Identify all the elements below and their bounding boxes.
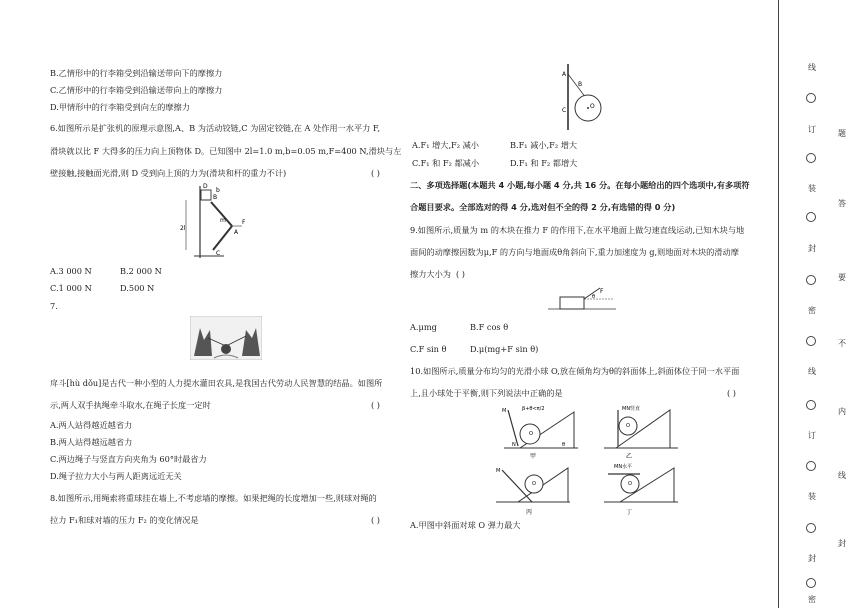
warning-char: 内 — [838, 407, 846, 416]
q8-fig-label-C: C — [562, 107, 567, 114]
q9-text-3: 擦力大小为 — [410, 269, 451, 279]
q10-jia-label-beta: β+θ<π/2 — [522, 406, 545, 412]
q10-bing-label-M: M — [496, 468, 501, 474]
q10-ding-label-O: O — [628, 481, 632, 487]
q10-caption-yi: 乙 — [626, 453, 633, 460]
q10-ding-label-mn: MN水平 — [614, 464, 633, 470]
warning-char: 线 — [838, 471, 846, 480]
binding-hole — [806, 578, 816, 588]
q7-text-1: 戽斗[hù dǒu]是古代一种小型的人力提水灌田农具,是我国古代劳动人民智慧的结晶。如图所 — [50, 378, 383, 388]
q9-text-2: 面间的动摩擦因数为μ,F 的方向与地面成θ角斜向下,重力加速度为 g,则地面对木块的滑动摩 — [410, 247, 739, 257]
q6-fig-label-F: F — [242, 219, 246, 226]
binding-char: 密 — [808, 595, 816, 604]
binding-hole — [806, 212, 816, 222]
q10-yi-label-mn: MN竖直 — [622, 406, 641, 412]
q6-option-a: A.3 000 N — [50, 266, 92, 276]
binding-char: 线 — [808, 63, 816, 72]
q6-fig-label-A: A — [234, 229, 239, 236]
q10-yi-label-O: O — [626, 423, 630, 429]
q6-fig-label-C: C — [216, 250, 221, 257]
binding-char: 装 — [808, 184, 816, 193]
q5-option-b: B.乙情形中的行李箱受到沿输送带向下的摩擦力 — [50, 68, 223, 78]
q9-text-1: 9.如图所示,质量为 m 的木块在推力 F 的作用下,在水平地面上做匀速直线运动,已知木块与地 — [410, 225, 745, 235]
q10-diagram-yi — [600, 404, 682, 460]
warning-char: 答 — [838, 199, 846, 208]
q10-diagram-jia — [500, 404, 582, 460]
q7-number: 7. — [50, 301, 58, 311]
q9-answer-paren: ( ) — [456, 269, 465, 279]
q7-option-d: D.绳子拉力大小与两人距离远近无关 — [50, 471, 182, 481]
binding-char: 封 — [808, 554, 816, 563]
q9-block-push-diagram — [548, 285, 618, 313]
q8-option-d: D.F₁ 和 F₂ 都增大 — [510, 158, 578, 168]
q10-jia-label-N: N — [512, 442, 516, 448]
q7-option-b: B.两人站得越远越省力 — [50, 437, 133, 447]
q7-well-bucket-illustration — [190, 316, 262, 360]
section2-heading-1: 二、多项选择题(本题共 4 小题,每小题 4 分,共 16 分。在每小题给出的四个选项中,有多项符 — [410, 180, 750, 190]
q10-bing-label-O: O — [532, 481, 536, 487]
binding-hole — [806, 93, 816, 103]
q9-fig-label-F: F — [600, 288, 604, 295]
binding-char: 订 — [808, 125, 816, 134]
q6-fig-label-2l: 2l — [180, 225, 186, 232]
q8-ball-on-wall-diagram — [560, 62, 610, 132]
q10-caption-ding: 丁 — [626, 509, 633, 516]
binding-hole — [806, 400, 816, 410]
q6-fig-label-D: D — [203, 183, 208, 190]
q5-option-c: C.乙情形中的行李箱受到沿输送带向上的摩擦力 — [50, 85, 223, 95]
q10-caption-bing: 丙 — [526, 509, 533, 516]
q10-jia-label-theta: θ — [562, 442, 566, 448]
binding-hole — [806, 336, 816, 346]
binding-char: 订 — [808, 431, 816, 440]
q8-option-a: A.F₁ 增大,F₂ 减小 — [412, 140, 479, 150]
binding-char: 密 — [808, 306, 816, 315]
warning-char: 封 — [838, 539, 846, 548]
q9-option-d: D.μ(mg+F sin θ) — [470, 344, 539, 354]
q8-answer-paren: ( ) — [371, 515, 380, 525]
q6-text-3: 壁接触,接触面光滑,则 D 受到向上顶的力为(滑块和杆的重力不计) — [50, 168, 287, 178]
q8-option-b: B.F₁ 减小,F₂ 增大 — [510, 140, 578, 150]
q10-answer-paren: ( ) — [727, 388, 736, 398]
binding-hole — [806, 461, 816, 471]
binding-hole — [806, 275, 816, 285]
q6-text-1: 6.如图所示是扩张机的原理示意图,A、B 为活动铰链,C 为固定铰链,在 A 处作用一水平力 F, — [50, 123, 380, 133]
section2-heading-2: 合题目要求。全部选对的得 4 分,选对但不全的得 2 分,有选错的得 0 分) — [410, 202, 676, 212]
binding-char: 装 — [808, 492, 816, 501]
warning-char: 题 — [838, 129, 846, 138]
binding-char: 线 — [808, 367, 816, 376]
q7-answer-paren: ( ) — [371, 400, 380, 410]
q10-text-1: 10.如图所示,质量分布均匀的光滑小球 O,放在倾角均为θ的斜面体上,斜面体位于同一水平面 — [410, 366, 740, 376]
q7-option-c: C.两边绳子与竖直方向夹角为 60°时最省力 — [50, 454, 207, 464]
q6-option-c: C.1 000 N — [50, 283, 92, 293]
q6-expander-diagram — [180, 180, 270, 264]
q9-fig-label-theta: θ — [592, 294, 596, 300]
q10-jia-label-M: M — [502, 408, 507, 414]
q9-option-a: A.μmg — [410, 322, 437, 332]
q5-option-d: D.甲情形中的行李箱受到向左的摩擦力 — [50, 102, 190, 112]
q6-fig-label-m: m — [220, 217, 226, 224]
q6-fig-label-b: b — [216, 187, 220, 194]
q9-option-c: C.F sin θ — [410, 344, 447, 354]
binding-hole — [806, 153, 816, 163]
q8-fig-label-B: B — [578, 81, 583, 88]
q6-text-2: 滑块就以比 F 大得多的压力向上顶物体 D。已知图中 2l=1.0 m,b=0.05 m,F=400 N,滑块与左 — [50, 146, 402, 156]
q8-fig-label-A: A — [562, 71, 567, 78]
binding-line — [778, 0, 779, 608]
q10-diagram-ding — [600, 462, 682, 518]
q7-option-a: A.两人站得越近越省力 — [50, 420, 133, 430]
warning-char: 不 — [838, 339, 846, 348]
q10-jia-label-O: O — [529, 431, 533, 437]
q8-text-1: 8.如图所示,用绳索将重球挂在墙上,不考虑墙的摩擦。如果把绳的长度增加一些,则球对绳的 — [50, 493, 377, 503]
q7-text-2: 示,两人双手执绳牵斗取水,在绳子长度一定时 — [50, 400, 211, 410]
q6-option-d: D.500 N — [120, 283, 155, 293]
q6-answer-paren: ( ) — [371, 168, 380, 178]
q6-fig-label-B: B — [213, 194, 218, 201]
q10-diagram-bing — [492, 462, 574, 518]
q10-caption-jia: 甲 — [530, 453, 537, 460]
q10-text-2: 上,且小球处于平衡,则下列说法中正确的是 — [410, 388, 563, 398]
q8-text-2: 拉力 F₁和球对墙的压力 F₂ 的变化情况是 — [50, 515, 199, 525]
q6-option-b: B.2 000 N — [120, 266, 162, 276]
binding-hole — [806, 523, 816, 533]
q10-option-a: A.甲图中斜面对球 O 弹力最大 — [410, 520, 521, 530]
warning-char: 要 — [838, 273, 846, 282]
q8-fig-label-O: O — [590, 103, 595, 110]
q8-option-c: C.F₁ 和 F₂ 都减小 — [412, 158, 480, 168]
binding-char: 封 — [808, 244, 816, 253]
q9-option-b: B.F cos θ — [470, 322, 509, 332]
